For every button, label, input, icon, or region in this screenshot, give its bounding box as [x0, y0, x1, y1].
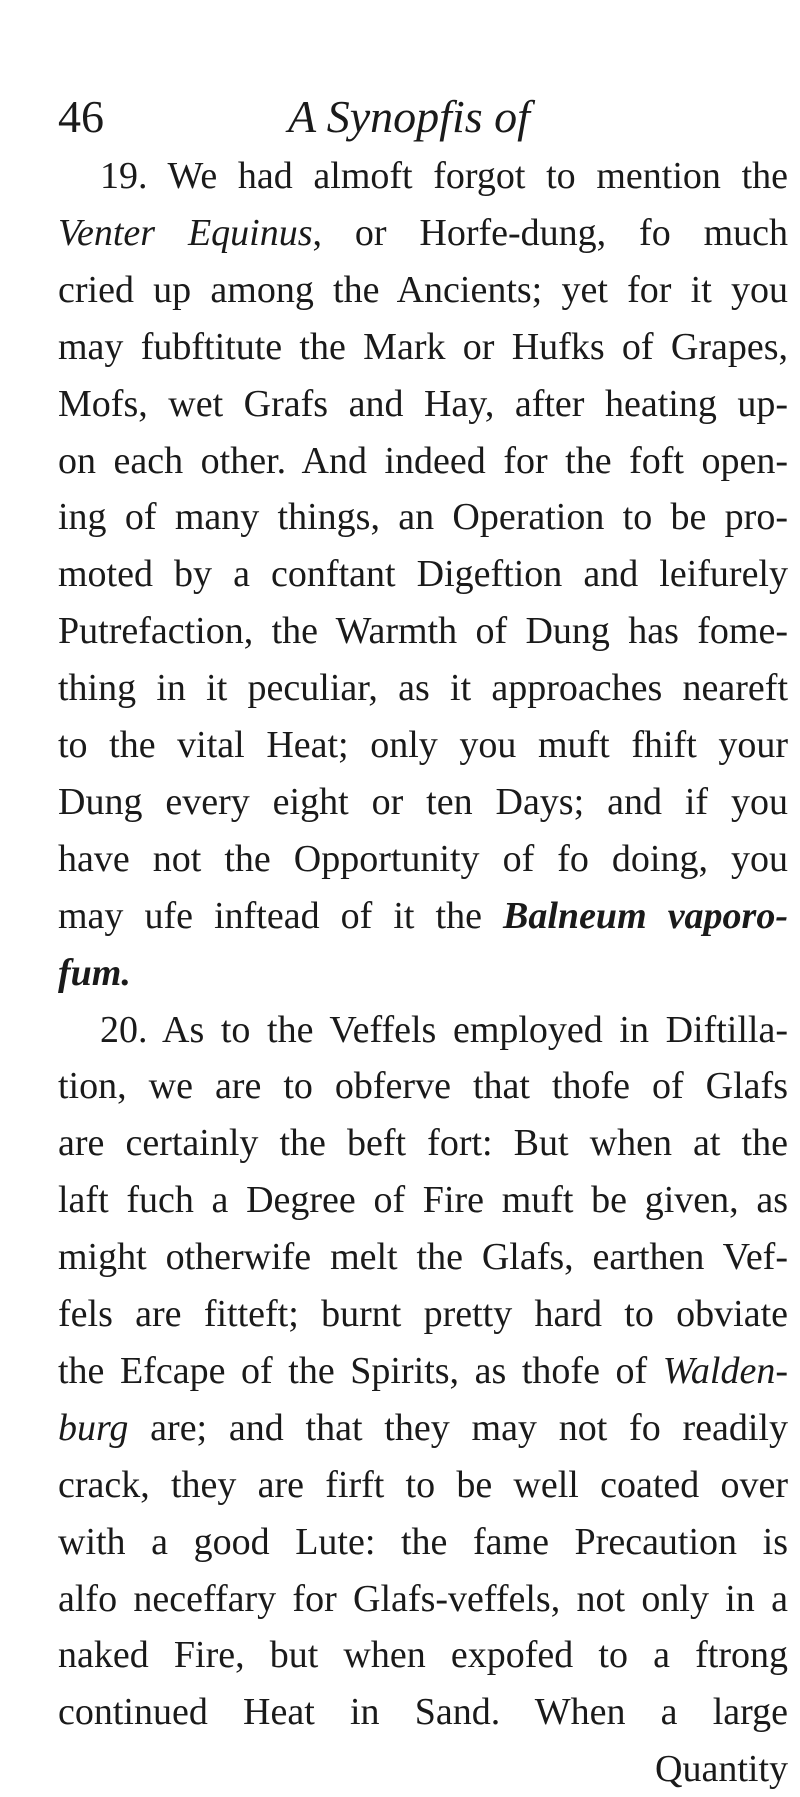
text-segment: fels are fitteft; burnt pretty hard to obviate: [58, 1293, 788, 1335]
text-segment: alfo neceffary for Glafs-veffels, not only in a: [58, 1577, 788, 1620]
text-line: [58, 1002, 788, 1058]
text-segment: , or Horfe-dung, fo much: [312, 211, 788, 254]
text-line: [58, 1627, 788, 1683]
text-line: [58, 205, 788, 261]
italic-text: burg: [58, 1406, 129, 1449]
text-segment: Putrefaction, the Warmth of Dung has fome-: [58, 610, 788, 653]
text-line: [58, 945, 788, 1001]
italic-text: Balneum vaporo-: [503, 894, 788, 937]
page-header: [58, 82, 758, 152]
text-line: [58, 1684, 788, 1740]
running-title: A Synopfis of: [288, 91, 530, 142]
text-line: [58, 546, 788, 602]
text-segment: crack, they are firft to be well coated over: [58, 1463, 788, 1506]
text-line: [58, 717, 788, 773]
text-segment: thing in it peculiar, as it approaches neareft: [58, 667, 788, 710]
text-segment: ing of many things, an Operation to be pro-: [58, 496, 788, 539]
text-segment: Quantity: [655, 1748, 788, 1791]
text-segment: continued Heat in Sand. When a large: [58, 1691, 788, 1734]
text-segment: naked Fire, but when expofed to a ftrong: [58, 1634, 788, 1677]
text-line: [58, 1115, 788, 1171]
text-line: [58, 888, 788, 944]
text-line: [58, 1571, 788, 1627]
text-segment: moted by a conftant Digeftion and leifurely: [58, 553, 788, 596]
text-segment: on each other. And indeed for the foft open-: [58, 439, 788, 482]
text-line: [58, 1343, 788, 1399]
page-number: 46: [58, 91, 104, 142]
text-segment: tion, we are to obferve that thofe of Glafs: [58, 1065, 788, 1108]
text-segment: Mofs, wet Grafs and Hay, after heating up-: [58, 382, 788, 425]
text-segment: the Efcape of the Spirits, as thofe of: [58, 1349, 663, 1392]
text-line: [58, 831, 788, 887]
text-segment: might otherwife melt the Glafs, earthen Vef-: [58, 1236, 788, 1279]
text-segment: have not the Opportunity of fo doing, you: [58, 837, 788, 880]
text-segment: may ufe inftead of it the: [58, 894, 504, 937]
text-segment: with a good Lute: the fame Precaution is: [58, 1520, 788, 1563]
text-line: [58, 603, 788, 659]
text-segment: are certainly the beft fort: But when at the: [58, 1122, 788, 1165]
text-segment: 19. We had almoft forgot to mention the: [100, 155, 788, 197]
text-line: [58, 319, 788, 375]
text-segment: Dung every eight or ten Days; and if you: [58, 780, 788, 823]
text-line: [58, 1741, 788, 1797]
text-line: [58, 148, 788, 204]
text-segment: cried up among the Ancients; yet for it you: [58, 268, 788, 311]
text-line: [58, 774, 788, 830]
text-segment: laft fuch a Degree of Fire muft be given, as: [58, 1179, 788, 1222]
text-line: [58, 376, 788, 432]
text-line: [58, 1514, 788, 1570]
text-segment: 20. As to the Veffels employed in Diftilla-: [100, 1008, 788, 1051]
italic-text: fum.: [58, 951, 131, 994]
text-line: [58, 1400, 788, 1456]
text-segment: are; and that they may not fo readily: [128, 1406, 788, 1449]
text-line: [58, 1058, 788, 1114]
text-segment: to the vital Heat; only you muft fhift your: [58, 724, 788, 766]
text-line: [58, 1172, 788, 1228]
text-segment: may fubftitute the Mark or Hufks of Grapes,: [58, 325, 788, 368]
text-line: [58, 1457, 788, 1513]
text-line: [58, 433, 788, 489]
text-line: [58, 262, 788, 318]
italic-text: Venter Equinus: [58, 211, 313, 254]
italic-text: Walden-: [662, 1349, 788, 1392]
text-line: [58, 1229, 788, 1285]
text-line: [58, 489, 788, 545]
text-line: [58, 660, 788, 716]
text-line: [58, 1286, 788, 1342]
